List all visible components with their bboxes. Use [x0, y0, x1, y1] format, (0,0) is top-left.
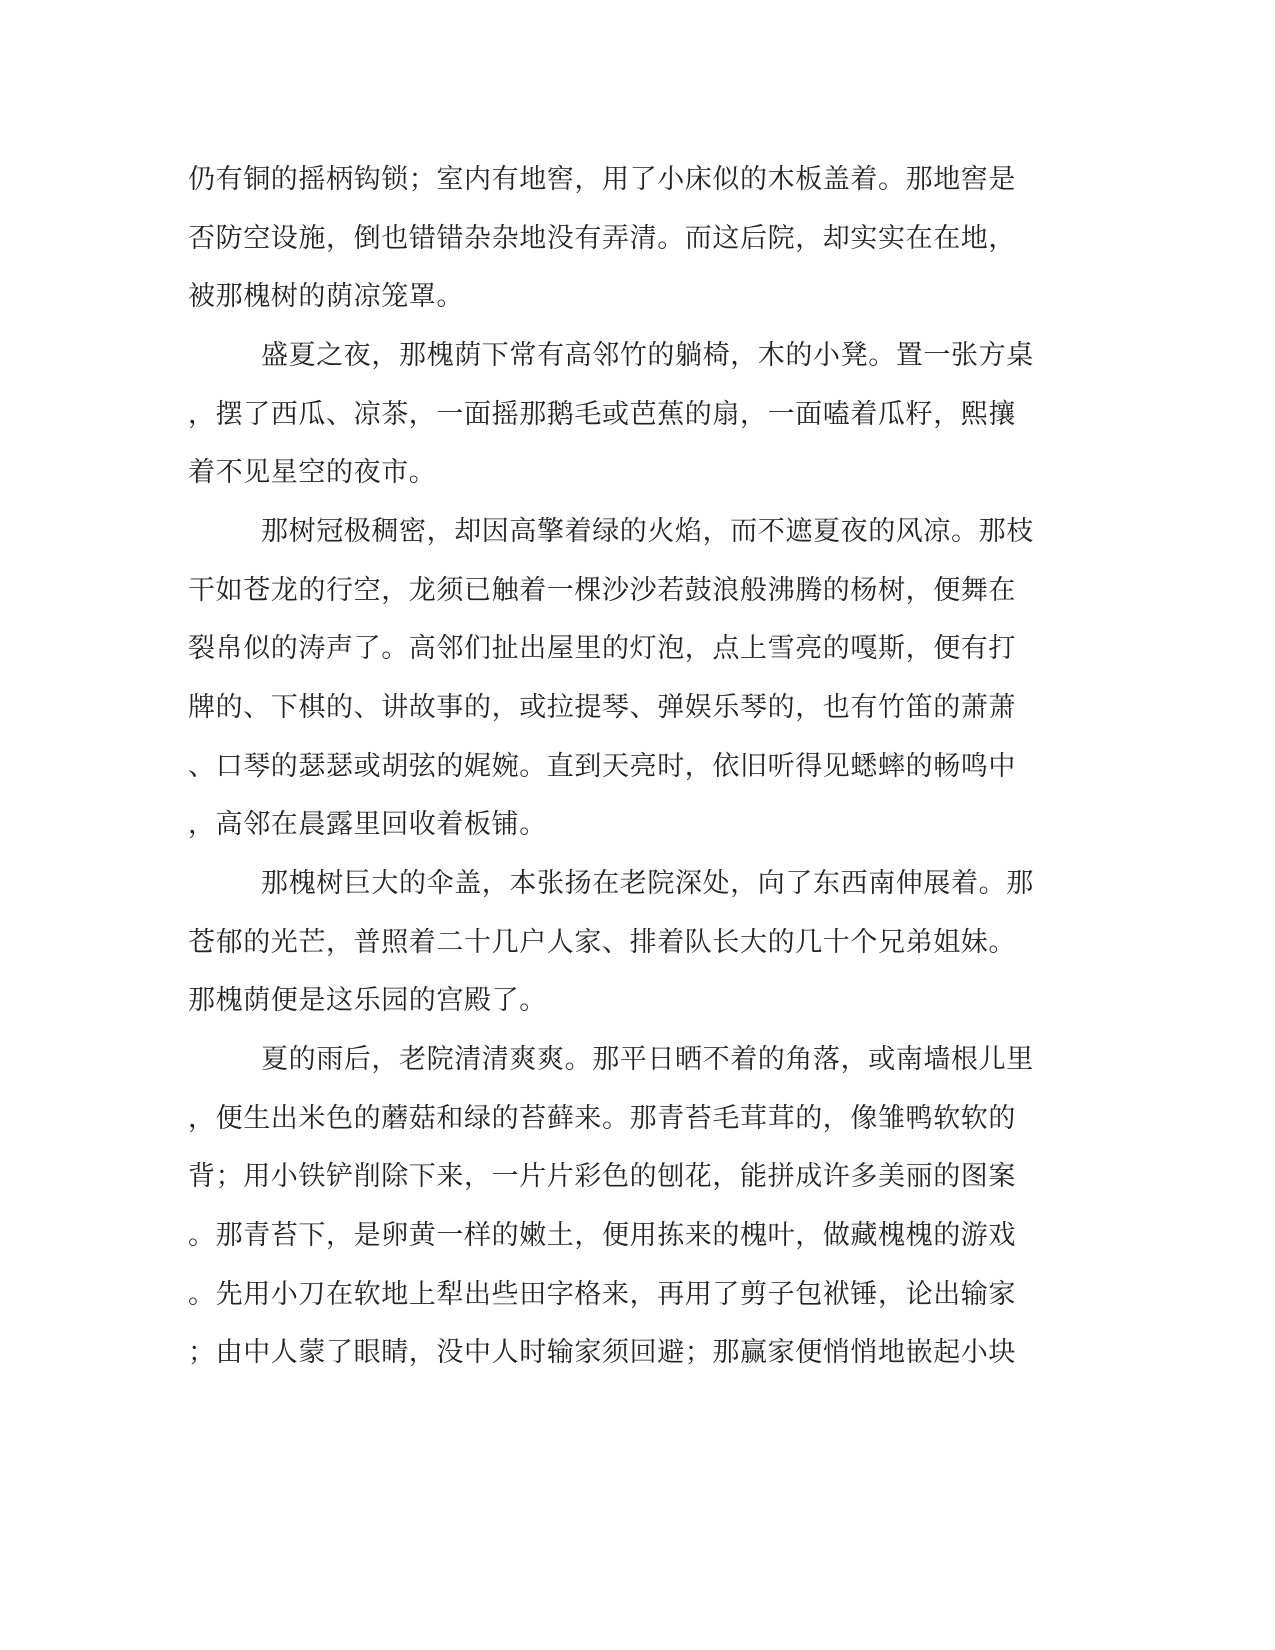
paragraph-first-line: 盛夏之夜，那槐荫下常有高邻竹的躺椅，木的小凳。置一张方桌 — [261, 340, 1034, 371]
text-line: 背；用小铁铲削除下来，一片片彩色的刨花，能拼成许多美丽的图案 — [188, 1161, 1016, 1192]
text-line: 被那槐树的荫凉笼罩。 — [188, 281, 464, 312]
paragraph-first-line: 那槐树巨大的伞盖，本张扬在老院深处，向了东西南伸展着。那 — [261, 868, 1034, 899]
text-line: 仍有铜的摇柄钩锁；室内有地窖，用了小床似的木板盖着。那地窖是 — [188, 164, 1016, 195]
text-line: ；由中人蒙了眼睛，没中人时输家须回避；那赢家便悄悄地嵌起小块 — [188, 1337, 1016, 1368]
text-line: 裂帛似的涛声了。高邻们扯出屋里的灯泡，点上雪亮的嘎斯，便有打 — [188, 633, 1016, 664]
text-line: 苍郁的光芒，普照着二十几户人家、排着队长大的几十个兄弟姐妹。 — [188, 927, 1016, 958]
text-line: 否防空设施，倒也错错杂杂地没有弄清。而这后院，却实实在在地， — [188, 223, 1016, 254]
paragraph-first-line: 夏的雨后，老院清清爽爽。那平日晒不着的角落，或南墙根儿里 — [261, 1044, 1034, 1075]
text-line: 、口琴的瑟瑟或胡弦的娓婉。直到天亮时，依旧听得见蟋蟀的畅鸣中 — [188, 751, 1016, 782]
text-line: 。先用小刀在软地上犁出些田字格来，再用了剪子包袱锤，论出输家 — [188, 1279, 1016, 1310]
text-line: ，摆了西瓜、凉茶，一面摇那鹅毛或芭蕉的扇，一面嗑着瓜籽，熙攘 — [188, 399, 1016, 430]
text-line: 干如苍龙的行空，龙须已触着一棵沙沙若鼓浪般沸腾的杨树，便舞在 — [188, 575, 1016, 606]
text-line: ，便生出米色的蘑菇和绿的苔藓来。那青苔毛茸茸的，像雏鸭软软的 — [188, 1103, 1016, 1134]
text-line: 那槐荫便是这乐园的宫殿了。 — [188, 985, 547, 1016]
text-line: ，高邻在晨露里回收着板铺。 — [188, 809, 547, 840]
text-line: 。那青苔下，是卵黄一样的嫩土，便用拣来的槐叶，做藏槐槐的游戏 — [188, 1220, 1016, 1251]
paragraph-first-line: 那树冠极稠密，却因高擎着绿的火焰，而不遮夏夜的风凉。那枝 — [261, 516, 1034, 547]
text-line: 牌的、下棋的、讲故事的，或拉提琴、弹娱乐琴的，也有竹笛的萧萧 — [188, 692, 1016, 723]
text-line: 着不见星空的夜市。 — [188, 457, 437, 488]
